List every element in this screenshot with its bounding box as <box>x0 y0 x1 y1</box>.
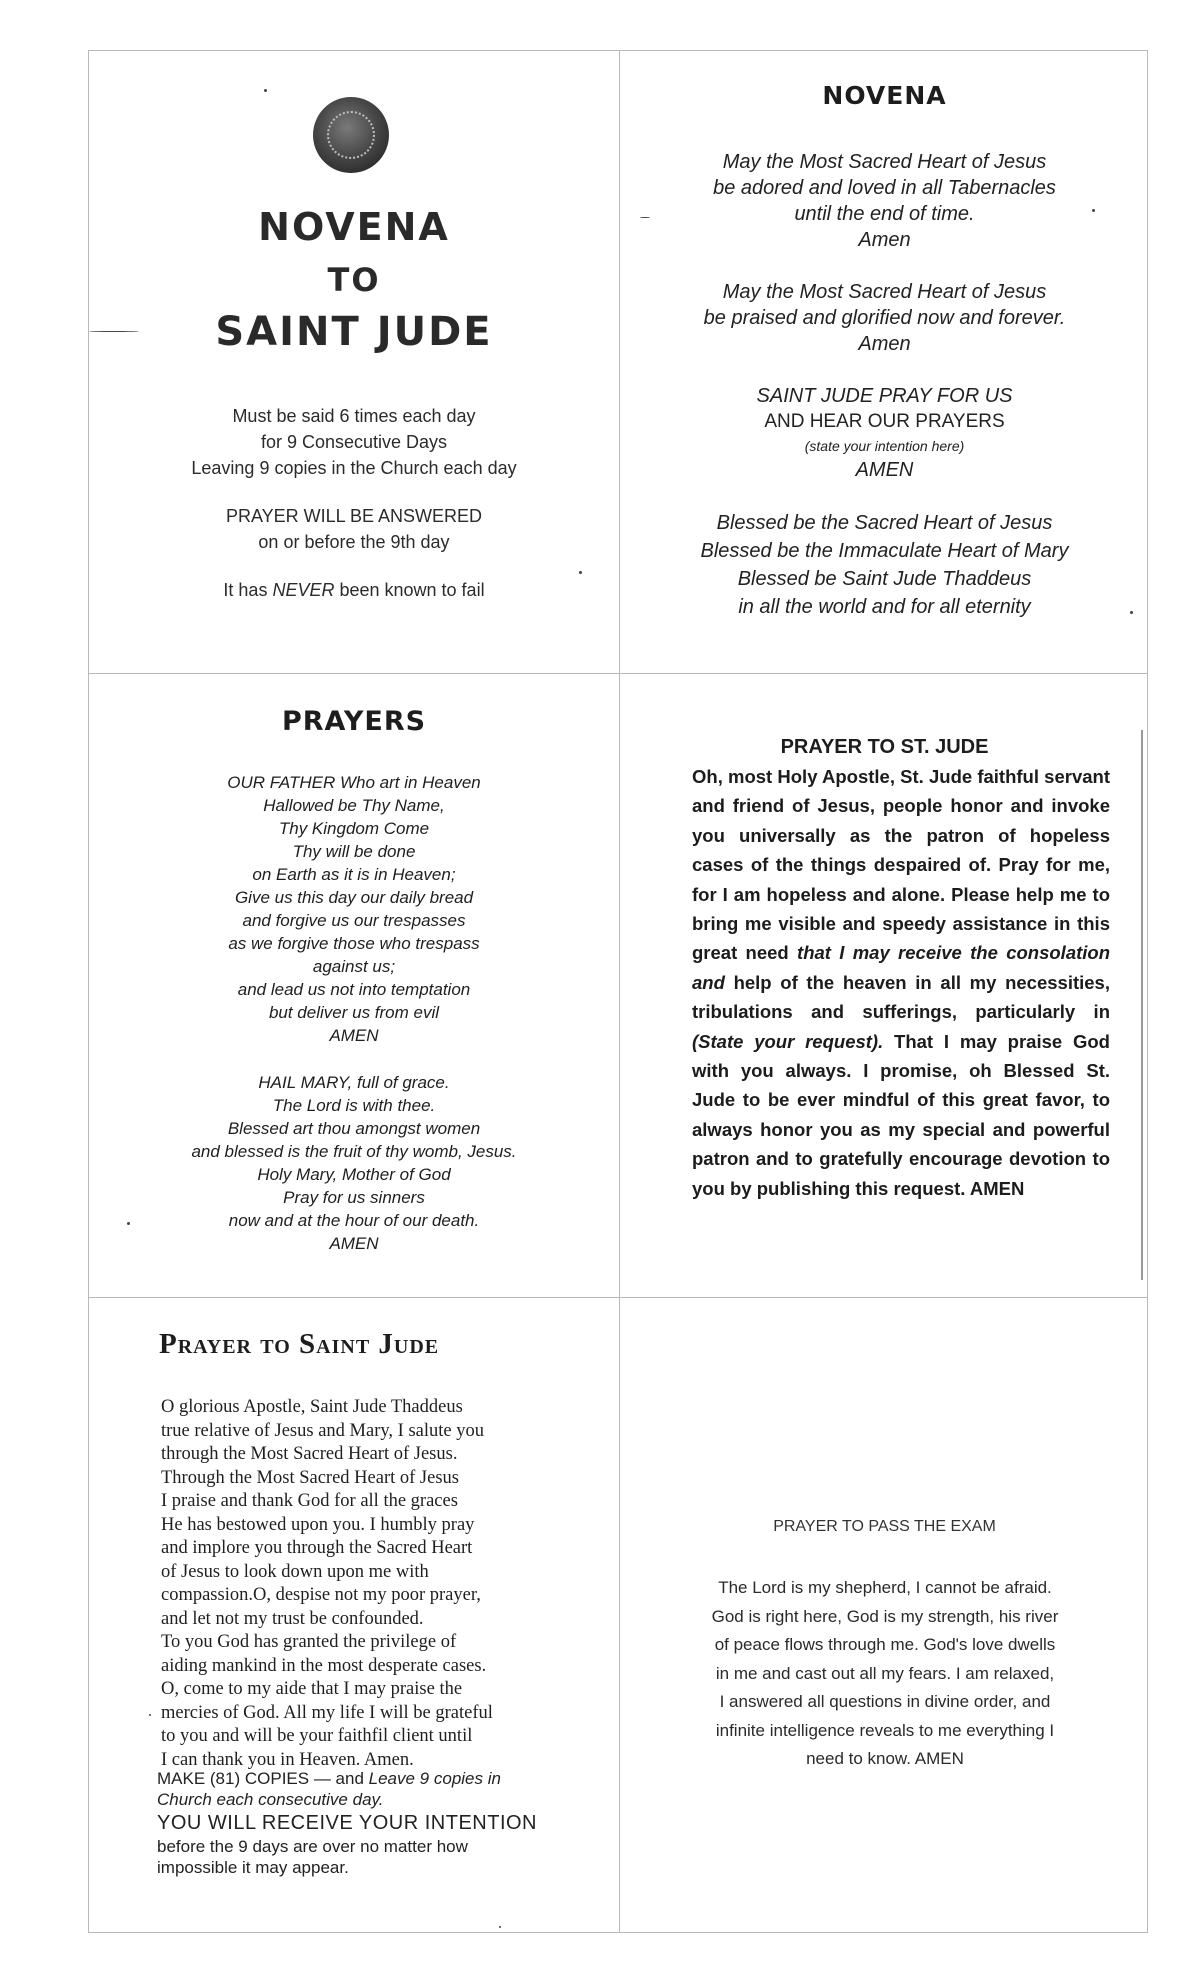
instruction-line: Leaving 9 copies in the Church each day <box>191 458 517 478</box>
novena-heading: NOVENA <box>822 81 947 110</box>
panel-novena-cover <box>89 51 619 673</box>
st-jude-prayer-text: Oh, most Holy Apostle, St. Jude faithful servant and friend of Jesus, people honor and invoke you universally as the patron of hopeless cases of the things despaired of. Pray for me, for I am hopeless and alone. Please help me to bring me visible and speedy assistance in this great need that I may receive the consolation and help of the heaven in all my necessities, tribulations and sufferings, particularly in (State your request). That I may praise God with you always. I promise, oh Blessed St. Jude to be ever mindful of this great favor, to always honor you as my special and powerful patron and to gratefully encourage devotion to you by publishing this request. AMEN <box>692 766 1111 1199</box>
blessed-line: in all the world and for all eternity <box>738 596 1031 618</box>
cover-title-novena: NOVENA <box>258 205 450 249</box>
saint-jude-heading: Prayer to Saint Jude <box>159 1328 440 1360</box>
cover-instructions <box>89 403 619 625</box>
exam-prayer-text: The Lord is my shepherd, I cannot be afraid. God is right here, God is my strength, his river of peace flows through me. God's love dwells in me and cast out all my fears. I am relaxed, I answered all questions in divine order, and infinite intelligence reveals to me everything I need to know. AMEN <box>711 1578 1059 1768</box>
our-father-prayer: OUR FATHER Who art in Heaven Hallowed be Thy Name, Thy Kingdom Come Thy will be done on Earth as it is in Heaven; Give us this day our daily bread and forgive us our trespasses as we forgive those who trespass against us; and lead us not into temptation but deliver us from evil AMEN <box>227 773 481 1045</box>
scan-edge-line <box>1141 730 1143 1280</box>
novena-line: May the Most Sacred Heart of Jesus <box>722 151 1047 173</box>
exam-prayer-heading: PRAYER TO PASS THE EXAM <box>773 1518 996 1535</box>
prayers-text <box>89 771 619 1279</box>
prayers-heading: PRAYERS <box>281 706 427 737</box>
copies-instructions: MAKE (81) COPIES — and Leave 9 copies in Church each consecutive day. YOU WILL RECEIVE YOUR INTENTION before the 9 days are over no matter how impossible it may appear. <box>157 1768 597 1878</box>
novena-line: Amen <box>858 333 911 355</box>
seal-emblem-icon <box>313 97 389 173</box>
panel-prayer-to-pass-exam <box>620 1298 1149 1934</box>
novena-text <box>620 149 1149 647</box>
intention-hint: (state your intention here) <box>804 438 965 454</box>
amen-line: AMEN <box>855 459 914 481</box>
novena-line: be adored and loved in all Tabernacles <box>713 177 1056 199</box>
hear-prayers-line: AND HEAR OUR PRAYERS <box>764 411 1005 432</box>
blessed-line: Blessed be the Immaculate Heart of Mary <box>700 540 1069 562</box>
instruction-line: for 9 Consecutive Days <box>260 432 448 452</box>
saint-jude-prayer-text: O glorious Apostle, Saint Jude Thaddeus true relative of Jesus and Mary, I salute you through the Most Sacred Heart of Jesus. Through the Most Sacred Heart of Jesus I praise and thank God for all the graces He has bestowed upon you. I humbly pray and implore you through the Sacred Heart of Jesus to look down upon me with compassion.O, despise not my poor prayer, and let not my trust be confounded. To you God has granted the privilege of aiding mankind in the most desperate cases. O, come to my aide that I may praise the mercies of God. All my life I will be grateful to you and will be your faithfil client until I can thank you in Heaven. Amen. <box>161 1397 493 1770</box>
novena-line: May the Most Sacred Heart of Jesus <box>722 281 1047 303</box>
hail-mary-prayer: HAIL MARY, full of grace. The Lord is with thee. Blessed art thou amongst women and blessed is the fruit of thy womb, Jesus. Holy Mary, Mother of God Pray for us sinners now and at the hour of our death. AMEN <box>191 1073 517 1253</box>
panel-novena-prayer <box>620 51 1149 673</box>
blessed-line: Blessed be the Sacred Heart of Jesus <box>716 512 1053 534</box>
answered-line: PRAYER WILL BE ANSWERED <box>225 506 483 526</box>
pray-for-us-line: SAINT JUDE PRAY FOR US <box>756 385 1013 407</box>
answered-line: on or before the 9th day <box>258 532 450 552</box>
receive-intention-line: YOU WILL RECEIVE YOUR INTENTION <box>157 1812 538 1834</box>
novena-line: Amen <box>858 229 911 251</box>
st-jude-heading: PRAYER TO ST. JUDE <box>780 736 989 758</box>
panel-prayer-to-st-jude <box>620 674 1149 1297</box>
novena-line: until the end of time. <box>794 203 975 225</box>
never-failed-line: It has NEVER been known to fail <box>223 580 485 600</box>
blessed-line: Blessed be Saint Jude Thaddeus <box>737 568 1032 590</box>
cover-title-to: TO <box>327 261 381 299</box>
novena-sheet <box>88 50 1148 1933</box>
instruction-line: Must be said 6 times each day <box>232 406 476 426</box>
novena-line: be praised and glorified now and forever. <box>703 307 1066 329</box>
cover-title-saint-jude: SAINT JUDE <box>215 309 493 355</box>
panel-prayers <box>89 674 619 1297</box>
panel-prayer-to-saint-jude <box>89 1298 619 1934</box>
